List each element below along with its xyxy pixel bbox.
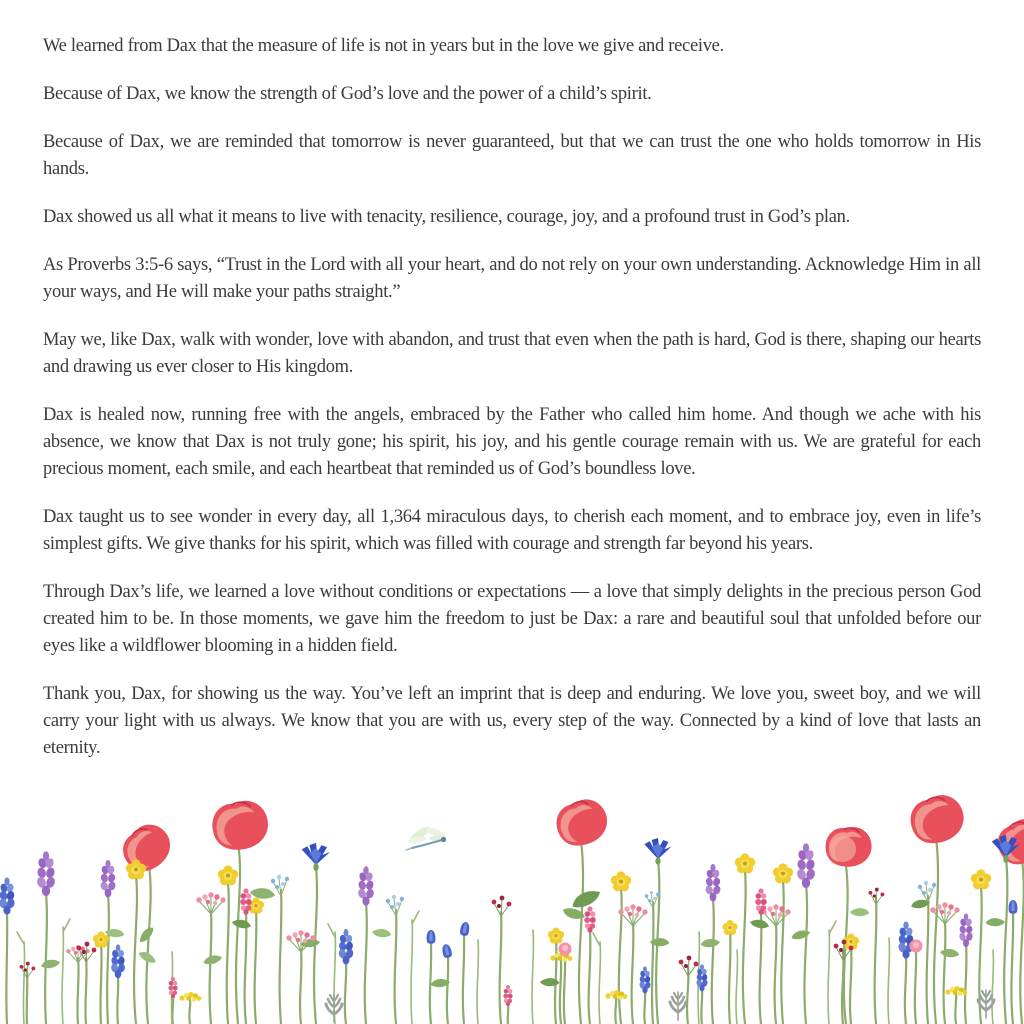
pink-umbel-flowers — [66, 892, 959, 962]
wildflower-border — [0, 792, 1024, 1024]
poppy-flowers — [116, 794, 1024, 878]
pink-pompom-flowers — [559, 940, 923, 956]
paragraph-6: May we, like Dax, walk with wonder, love with abandon, and trust that even when the path is hard, God is there, shaping our hearts and drawing us ever closer to His kingdom. — [43, 330, 981, 377]
paragraph-2: Because of Dax, we know the strength of God’s love and the power of a child’s spirit. — [43, 84, 652, 104]
paragraph-10: Thank you, Dax, for showing us the way. You’ve left an imprint that is deep and enduring. We love you, sweet boy, and we will carry your light with us always. We know that you are with us, every step of the way. Connected by a kind of love that lasts an eternity. — [43, 684, 981, 758]
paragraph-9: Through Dax’s life, we learned a love without conditions or expectations — a love that simply delights in the precious person God created him to be. In those moments, we gave him the freedom to just be Dax: a rare and beautiful soul that unfolded before our eyes like a wildflower blooming in a hidden field. — [43, 582, 981, 656]
paragraph-3: Because of Dax, we are reminded that tomorrow is never guaranteed, but that we can trust the one who holds tomorrow in His hands. — [43, 132, 981, 179]
paragraph-8: Dax taught us to see wonder in every day, all 1,364 miraculous days, to cherish each moment, and to embrace joy, even in life’s simplest gifts. We give thanks for his spirit, which was filled with courage and strength far beyond his years. — [43, 507, 981, 554]
memorial-text — [43, 33, 981, 783]
paragraph-7: Dax is healed now, running free with the angels, embraced by the Father who called him home. And though we ache with his absence, we know that Dax is not truly gone; his spirit, his joy, and his gentle courage remain with us. We are grateful for each precious moment, each smile, and each heartbeat that reminded us of God’s boundless love. — [43, 405, 981, 479]
dragonfly-icon — [406, 824, 448, 850]
paragraph-4: Dax showed us all what it means to live with tenacity, resilience, courage, joy, and a profound trust in God’s plan. — [43, 207, 850, 227]
flower-stems — [6, 838, 1023, 1024]
gray-ferns — [326, 990, 994, 1022]
paragraph-5: As Proverbs 3:5-6 says, “Trust in the Lord with all your heart, and do not rely on your own understanding. Acknowledge Him in all your ways, and He will make your paths straight.” — [43, 255, 981, 302]
paragraph-1: We learned from Dax that the measure of life is not in years but in the love we give and receive. — [43, 36, 724, 56]
